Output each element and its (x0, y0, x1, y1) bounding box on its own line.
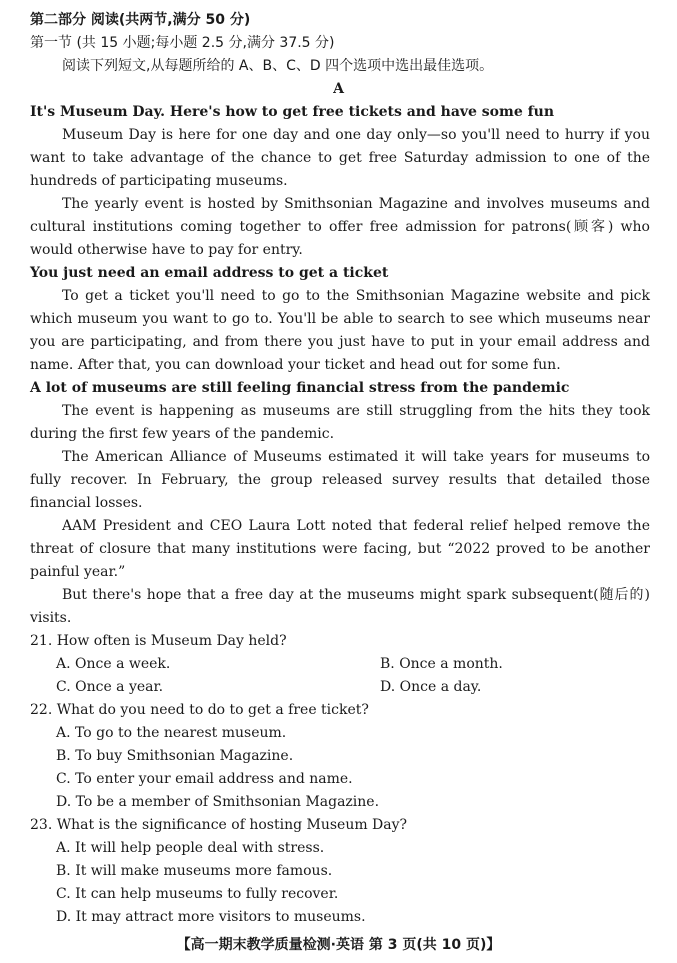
paragraph-line: The yearly event is hosted by Smithsonian Magazine and involves museums and (62, 196, 650, 212)
page-footer: 【高一期末教学质量检测·英语 第 3 页(共 10 页)】 (176, 937, 501, 953)
paragraph-line: which museum you want to go to. You'll be able to search to see which museums near (30, 311, 650, 327)
paragraph-line: The event is happening as museums are still struggling from the hits they took (62, 403, 650, 419)
option-row (56, 653, 650, 675)
option-a[interactable]: A. To go to the nearest museum. (56, 725, 287, 741)
option-a[interactable]: A. Once a week. (56, 656, 171, 672)
paragraph-line: would otherwise have to pay for entry. (30, 242, 303, 258)
paragraph-line: financial losses. (30, 495, 143, 511)
paragraph-line: name. After that, you can download your ticket and head out for some fun. (30, 357, 561, 373)
option-c[interactable]: C. It can help museums to fully recover. (56, 886, 339, 902)
option-c[interactable]: C. Once a year. (56, 679, 164, 695)
option-d[interactable]: D. It may attract more visitors to museums. (56, 909, 366, 925)
paragraph-line: fully recover. In February, the group released survey results that detailed those (30, 472, 650, 488)
part-heading: 第一节 (共 15 小题;每小题 2.5 分,满分 37.5 分) (30, 35, 335, 51)
section-title: 第二部分 阅读(共两节,满分 50 分) (30, 12, 251, 28)
paragraph-line: But there's hope that a free day at the museums might spark subsequent(随后的) (62, 587, 650, 603)
question-stem: 21. How often is Museum Day held? (30, 633, 287, 649)
paragraph-line: visits. (30, 610, 72, 626)
option-a[interactable]: A. It will help people deal with stress. (56, 840, 325, 856)
passage-label: A (333, 81, 344, 97)
option-b[interactable]: B. To buy Smithsonian Magazine. (56, 748, 294, 764)
option-b[interactable]: B. It will make museums more famous. (56, 863, 333, 879)
subheading: A lot of museums are still feeling financial stress from the pandemic (30, 380, 570, 396)
option-c[interactable]: C. To enter your email address and name. (56, 771, 353, 787)
passage-title: It's Museum Day. Here's how to get free tickets and have some fun (30, 104, 554, 120)
question-stem: 23. What is the significance of hosting Museum Day? (30, 817, 408, 833)
question-stem: 22. What do you need to do to get a free ticket? (30, 702, 369, 718)
paragraph-line: hundreds of participating museums. (30, 173, 288, 189)
paragraph-line: To get a ticket you'll need to go to the Smithsonian Magazine website and pick (62, 288, 650, 304)
paragraph-line: threat of closure that many institutions were facing, but “2022 proved to be another (30, 541, 650, 557)
paragraph-line: AAM President and CEO Laura Lott noted that federal relief helped remove the (62, 518, 650, 534)
option-d[interactable]: D. To be a member of Smithsonian Magazine. (56, 794, 380, 810)
paragraph-line: The American Alliance of Museums estimated it will take years for museums to (62, 449, 650, 465)
paragraph-line: want to take advantage of the chance to get free Saturday admission to one of the (30, 150, 650, 166)
option-b[interactable]: B. Once a month. (380, 656, 503, 672)
subheading: You just need an email address to get a ticket (30, 265, 389, 281)
option-row (56, 676, 650, 698)
option-d[interactable]: D. Once a day. (380, 679, 482, 695)
instructions: 阅读下列短文,从每题所给的 A、B、C、D 四个选项中选出最佳选项。 (62, 58, 494, 74)
paragraph-line: you are participating, and from there you just have to put in your email address and (30, 334, 650, 350)
paragraph-line: painful year.” (30, 564, 126, 580)
paragraph-line: cultural institutions coming together to offer free admission for patrons(顾客) who (30, 219, 650, 235)
paragraph-line: during the first few years of the pandemic. (30, 426, 335, 442)
paragraph-line: Museum Day is here for one day and one day only—so you'll need to hurry if you (62, 127, 650, 143)
